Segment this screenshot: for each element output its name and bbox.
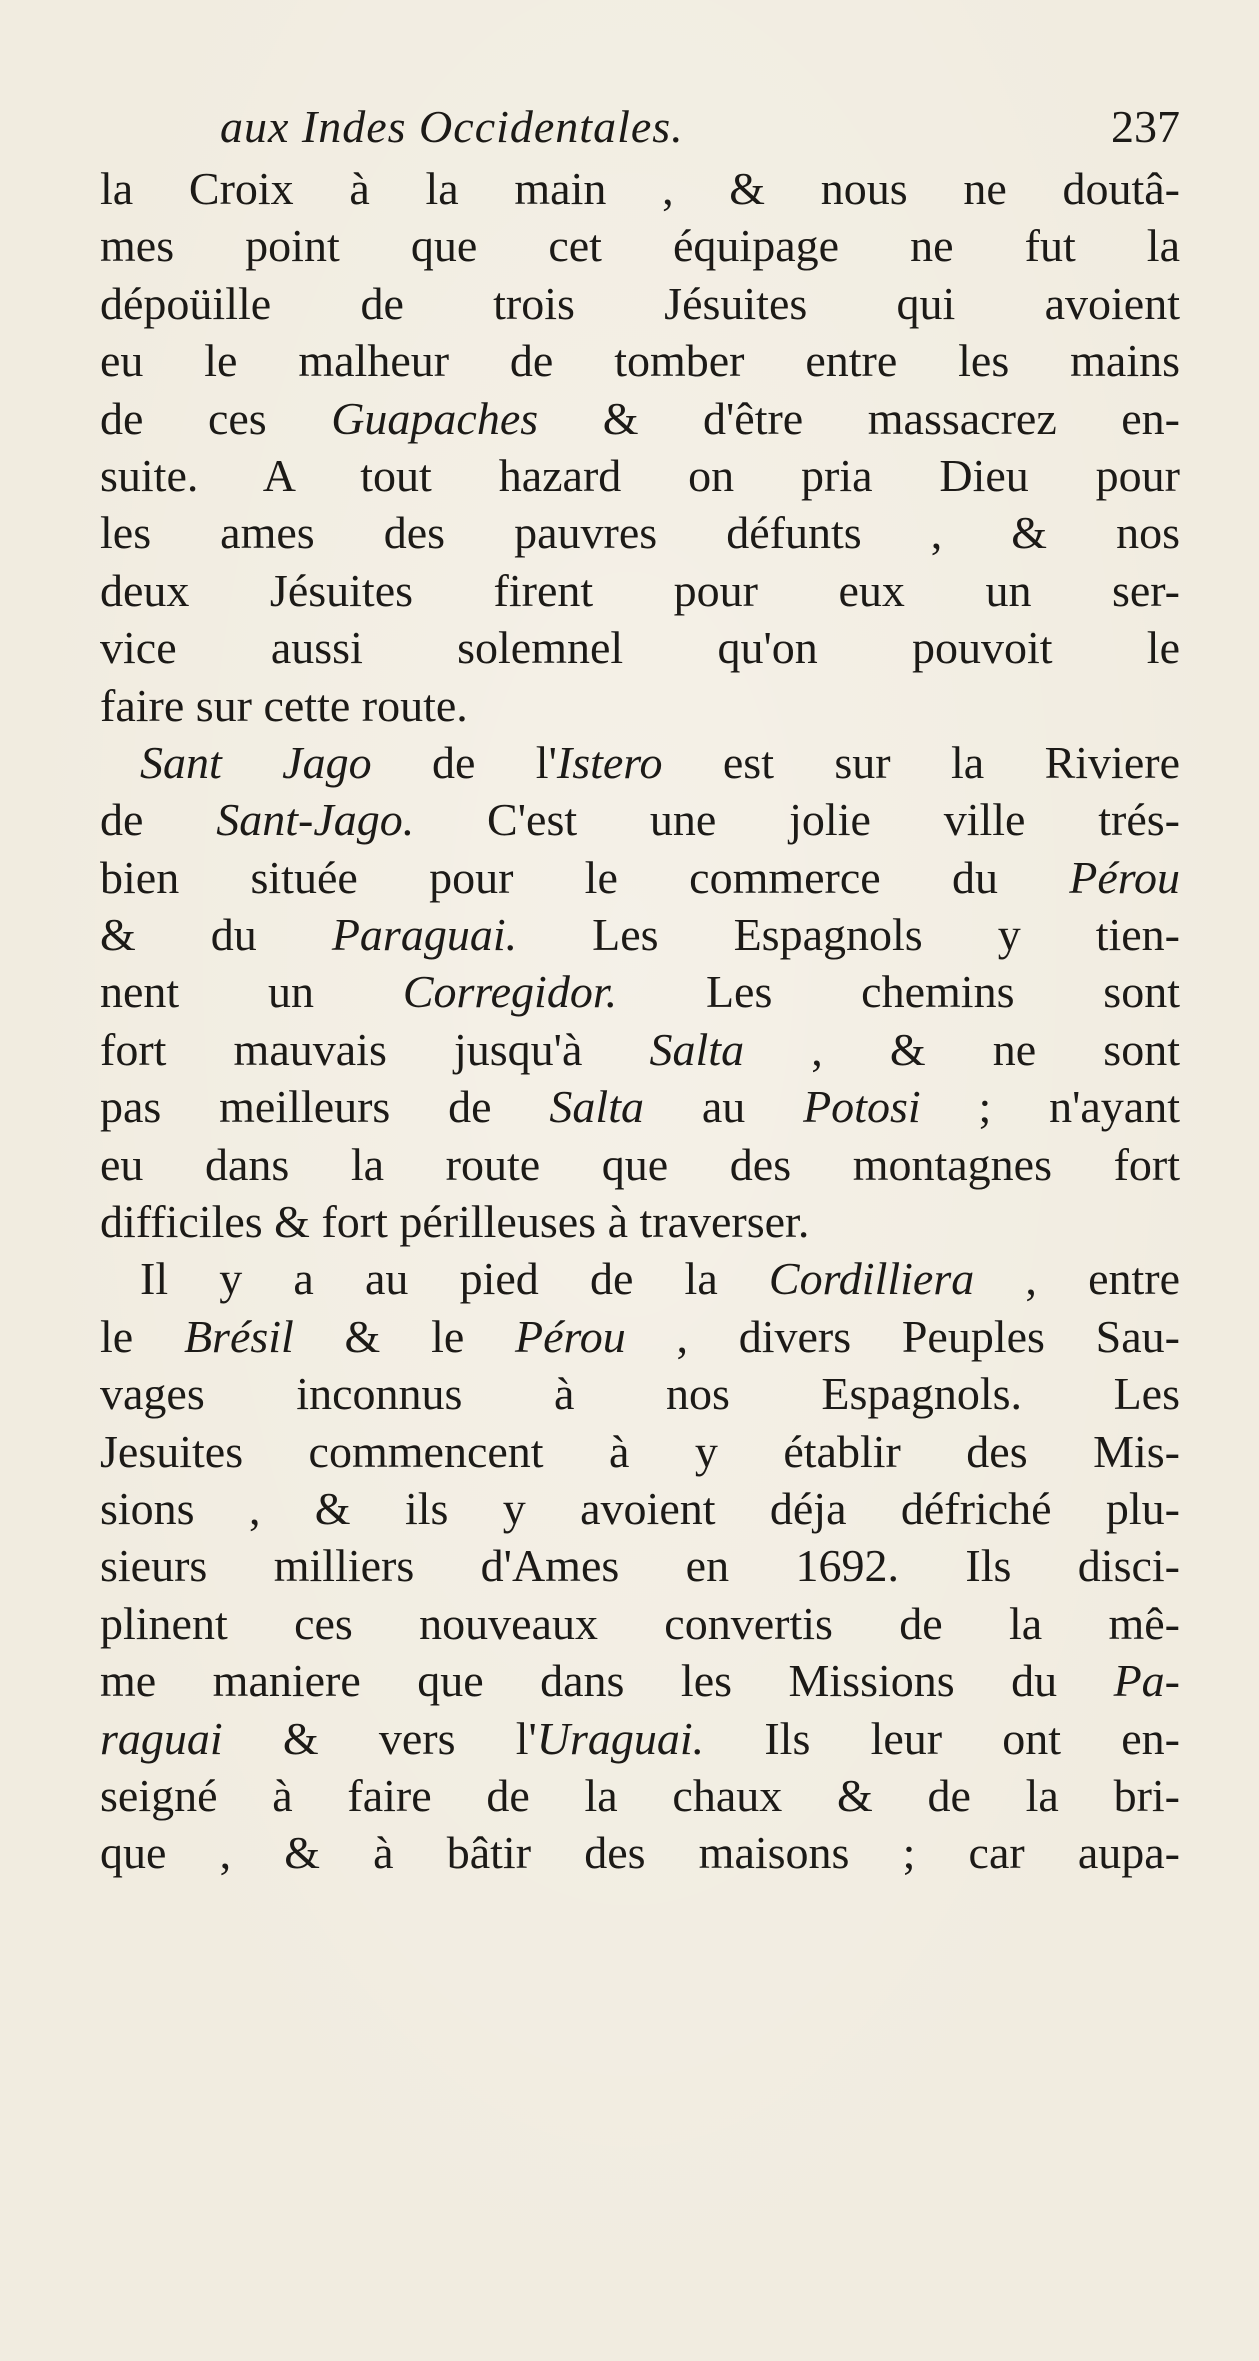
italic-text: Salta [649, 1023, 745, 1075]
text-segment: ; n'ayant [920, 1081, 1180, 1133]
text-segment: difficiles & fort périlleuses à traverser. [100, 1196, 810, 1248]
italic-text: Pérou [1069, 851, 1180, 903]
italic-text: Istero [556, 736, 663, 788]
text-segment: C'est une jolie ville trés- [414, 794, 1180, 846]
text-segment: sieurs milliers d'Ames en 1692. Ils disci- [100, 1540, 1180, 1592]
italic-text: Salta [549, 1081, 644, 1133]
text-segment: & du [100, 909, 332, 961]
text-segment: & le [293, 1310, 516, 1362]
text-segment: vice aussi solemnel qu'on pouvoit le [100, 622, 1180, 674]
text-line [100, 562, 1180, 619]
italic-text: Sant Jago [140, 736, 372, 788]
italic-text: Brésil [183, 1310, 294, 1362]
text-line [100, 1136, 1180, 1193]
italic-text: Potosi [803, 1081, 921, 1133]
text-line [100, 390, 1180, 447]
text-line [100, 1365, 1180, 1422]
text-segment: plinent ces nouveaux convertis de la mê- [100, 1597, 1180, 1649]
text-segment: Les Espagnols y tien- [517, 909, 1180, 961]
running-title: aux Indes Occidentales. [220, 101, 684, 152]
text-segment: les ames des pauvres défunts , & nos [100, 507, 1180, 559]
italic-text: Paraguai. [331, 909, 518, 961]
text-segment: nent un [100, 966, 403, 1018]
text-segment: que , & à bâtir des maisons ; car aupa- [100, 1827, 1180, 1879]
text-segment: fort mauvais jusqu'à [100, 1023, 650, 1075]
text-line [100, 1078, 1180, 1135]
text-line [100, 1021, 1180, 1078]
italic-text: raguai [100, 1712, 223, 1764]
italic-text: Pa- [1113, 1655, 1180, 1707]
text-line [100, 1193, 1180, 1250]
text-segment: de [100, 794, 217, 846]
text-segment: & vers l' [222, 1712, 537, 1764]
page-number: 237 [1111, 101, 1180, 152]
text-segment: mes point que cet équipage ne fut la [100, 220, 1180, 272]
text-segment: eu dans la route que des montagnes fort [100, 1138, 1180, 1190]
text-line [100, 849, 1180, 906]
text-line [100, 1250, 1180, 1307]
text-line [100, 963, 1180, 1020]
text-segment: est sur la Riviere [662, 736, 1180, 788]
text-segment: la Croix à la main , & nous ne doutâ- [100, 163, 1180, 214]
text-segment: deux Jésuites firent pour eux un ser- [100, 564, 1180, 616]
text-line [100, 332, 1180, 389]
text-line [100, 619, 1180, 676]
text-line [100, 1824, 1180, 1881]
text-segment: , entre [974, 1253, 1180, 1305]
text-segment: bien située pour le commerce du [100, 851, 1070, 903]
italic-text: Corregidor. [402, 966, 618, 1018]
text-line [100, 1480, 1180, 1537]
text-segment: seigné à faire de la chaux & de la bri- [100, 1769, 1180, 1821]
text-segment: Il y a au pied de la [140, 1253, 769, 1305]
italic-text: Pérou [515, 1310, 626, 1362]
italic-text: Cordilliera [768, 1253, 975, 1305]
text-segment: de l' [371, 736, 557, 788]
text-segment: eu le malheur de tomber entre les mains [100, 335, 1180, 387]
text-segment: pas meilleurs de [100, 1081, 550, 1133]
text-line [100, 1595, 1180, 1652]
text-segment: me maniere que dans les Missions du [100, 1655, 1114, 1707]
italic-text: Sant-Jago. [216, 794, 415, 846]
text-line [100, 1308, 1180, 1365]
text-line [100, 1423, 1180, 1480]
text-line [100, 906, 1180, 963]
text-line [100, 504, 1180, 561]
text-segment: dépoüille de trois Jésuites qui avoient [100, 277, 1180, 329]
text-line [100, 1767, 1180, 1824]
text-segment: , divers Peuples Sau- [625, 1310, 1180, 1362]
text-line [100, 677, 1180, 734]
text-segment: faire sur cette route. [100, 679, 468, 731]
text-segment: & d'être massacrez en- [538, 392, 1180, 444]
italic-text: Guapaches [331, 392, 539, 444]
text-segment: Jesuites commencent à y établir des Mis- [100, 1425, 1180, 1477]
text-line [100, 1710, 1180, 1767]
text-segment: , & ne sont [744, 1023, 1180, 1075]
text-segment: sions , & ils y avoient déja défriché plu- [100, 1482, 1180, 1534]
text-segment: vages inconnus à nos Espagnols. Les [100, 1368, 1180, 1420]
text-segment: Ils leur ont en- [704, 1712, 1180, 1764]
text-segment: suite. A tout hazard on pria Dieu pour [100, 449, 1180, 501]
text-segment: au [643, 1081, 804, 1133]
text-line [100, 791, 1180, 848]
text-line [100, 447, 1180, 504]
text-line [100, 217, 1180, 274]
text-line [100, 734, 1180, 791]
text-line [100, 160, 1180, 217]
text-segment: Les chemins sont [617, 966, 1180, 1018]
text-segment: le [100, 1310, 184, 1362]
body-text [100, 160, 1180, 1882]
text-segment: de ces [100, 392, 332, 444]
text-line [100, 1537, 1180, 1594]
text-line [100, 275, 1180, 332]
italic-text: Uraguai. [536, 1712, 705, 1764]
text-line [100, 1652, 1180, 1709]
